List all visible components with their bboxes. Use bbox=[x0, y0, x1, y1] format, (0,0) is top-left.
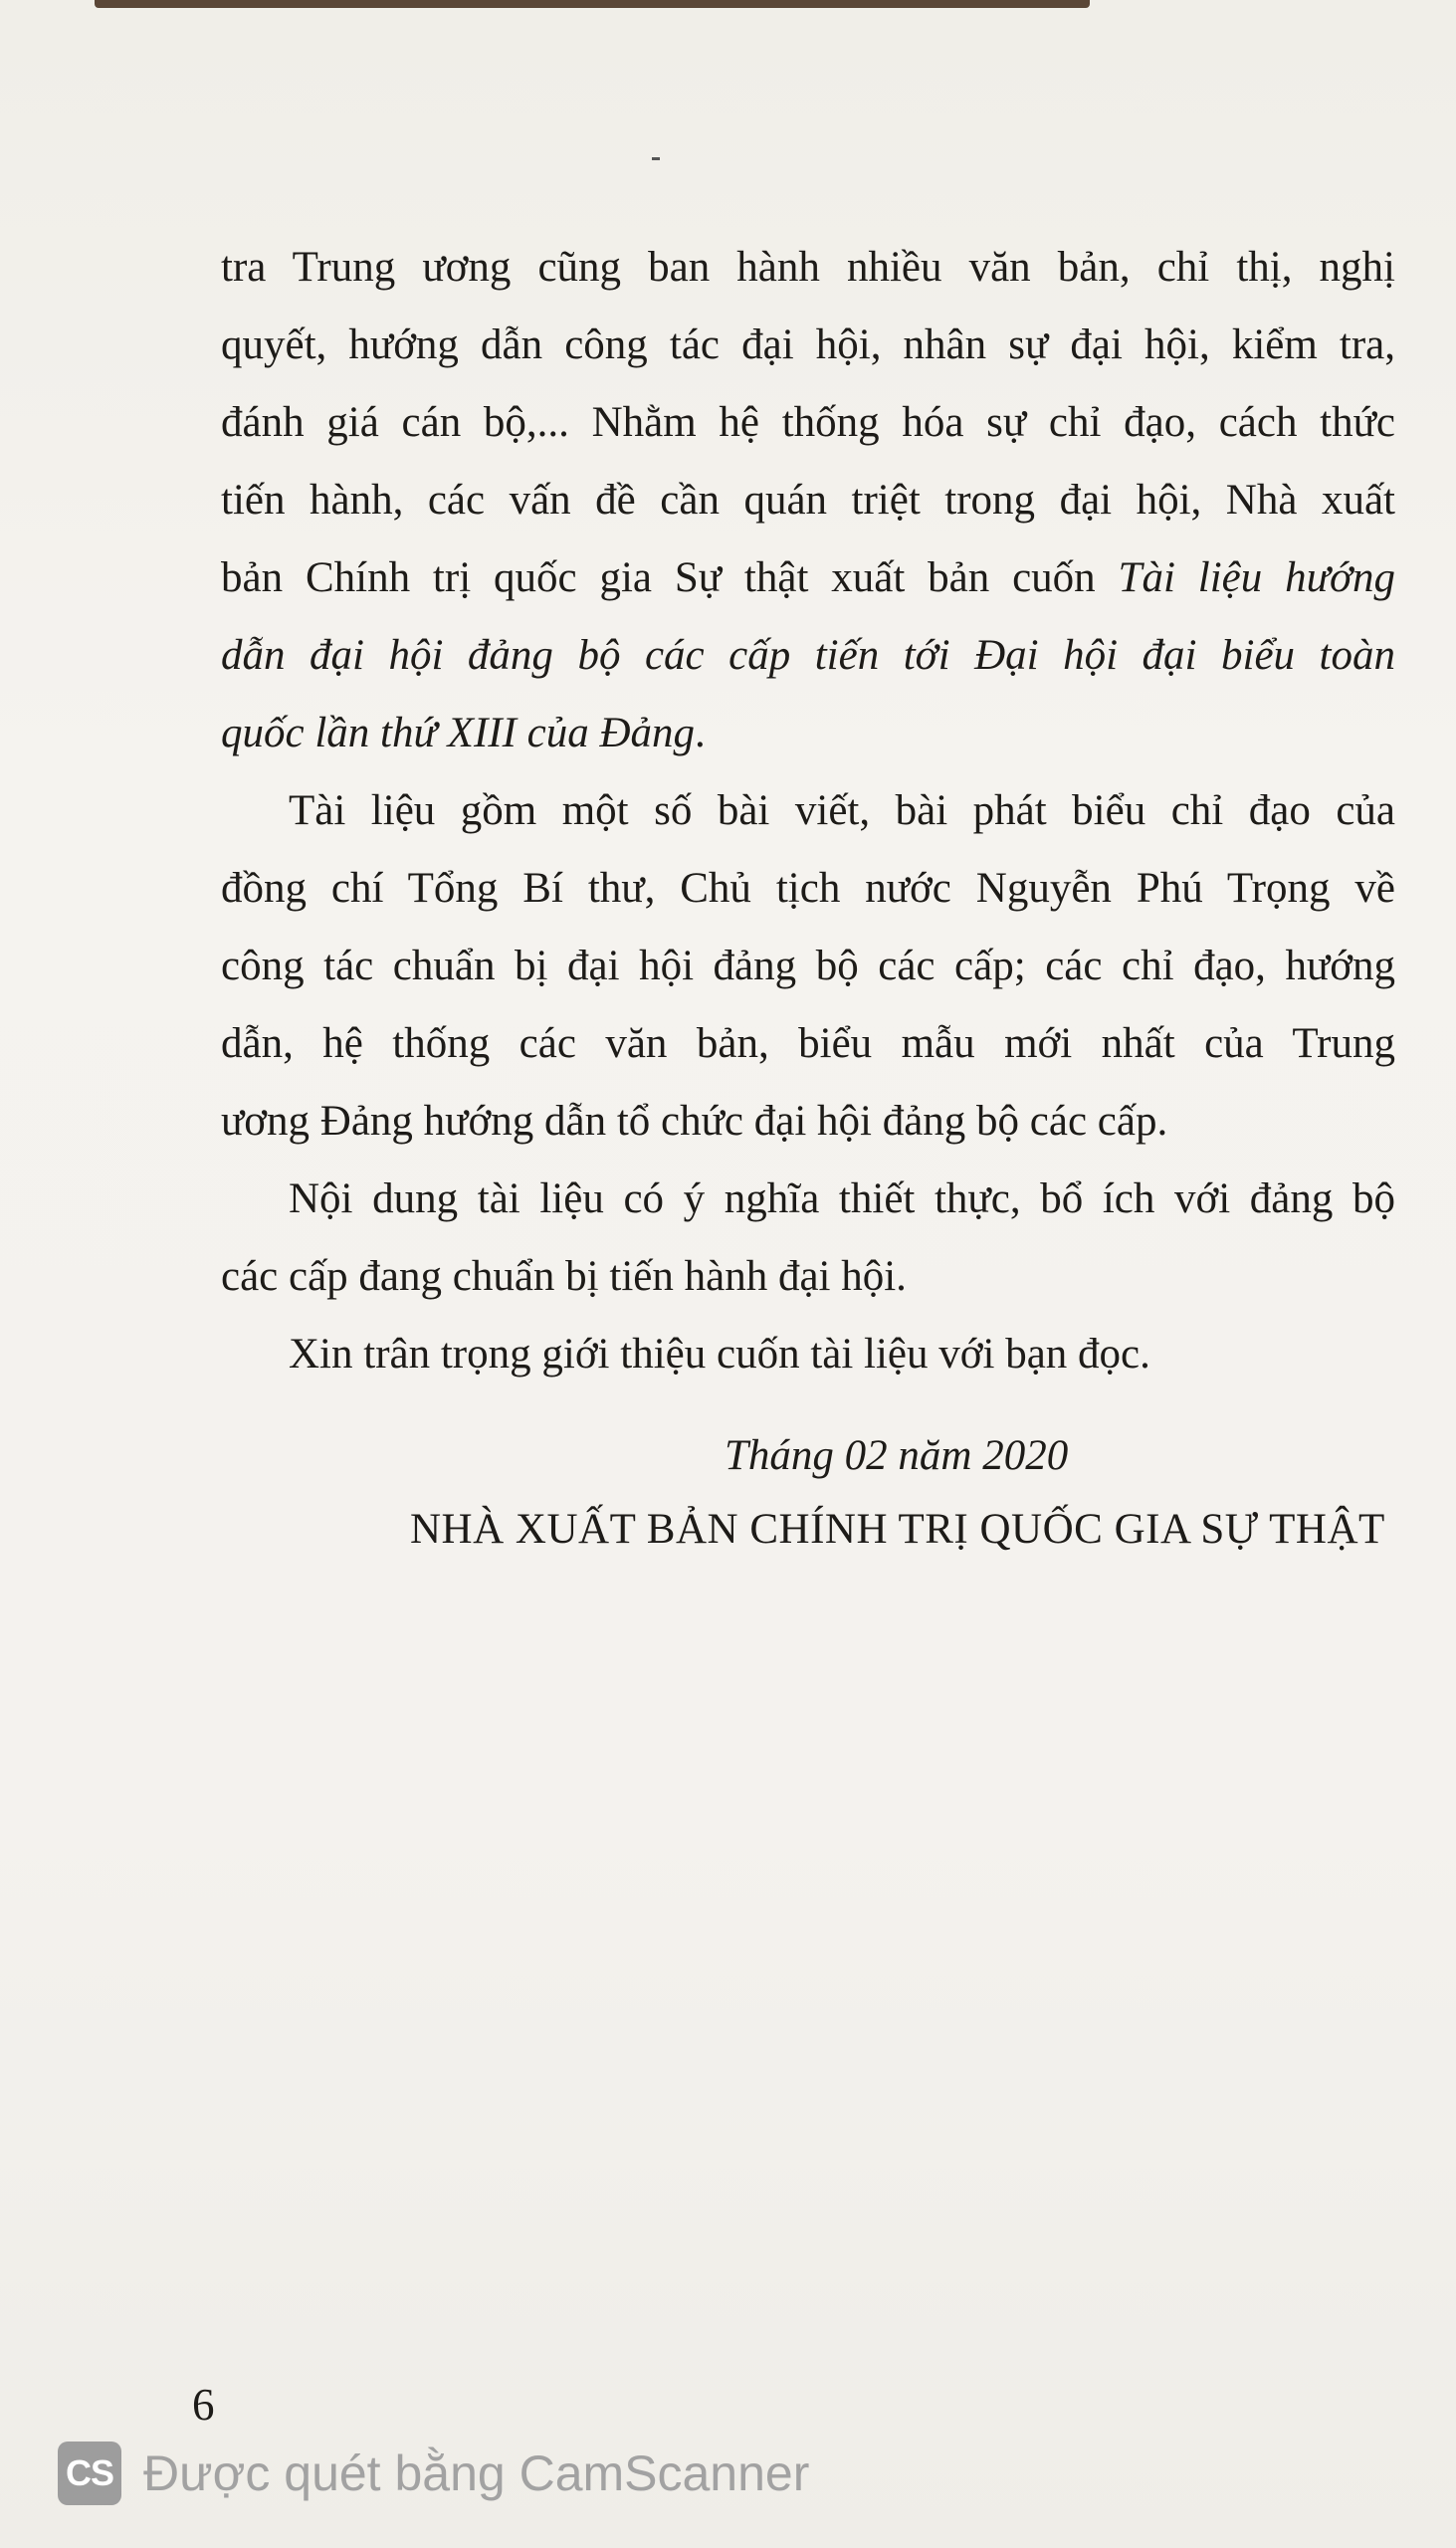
text-line bbox=[221, 695, 1395, 772]
page-number: 6 bbox=[192, 2380, 215, 2430]
text-line: Xin trân trọng giới thiệu cuốn tài liệu với bạn đọc. bbox=[289, 1331, 1150, 1378]
book-title-italic: quốc lần thứ XIII của Đảng bbox=[221, 710, 696, 756]
text-line: ương Đảng hướng dẫn tổ chức đại hội đảng bộ các cấp. bbox=[221, 1098, 1168, 1145]
text-line: tra Trung ương cũng ban hành nhiều văn bản, chỉ thị, nghị bbox=[221, 244, 1395, 291]
book-title-italic: dẫn đại hội đảng bộ các cấp tiến tới Đại hội đại biểu toàn bbox=[221, 632, 1395, 679]
camscanner-watermark bbox=[58, 2441, 809, 2506]
period: . bbox=[695, 710, 706, 756]
text-line: tiến hành, các vấn đề cần quán triệt trong đại hội, Nhà xuất bbox=[221, 477, 1395, 524]
camscanner-logo-icon: CS bbox=[58, 2442, 121, 2505]
publisher-name: NHÀ XUẤT BẢN CHÍNH TRỊ QUỐC GIA SỰ THẬT bbox=[410, 1506, 1385, 1553]
page-top-edge bbox=[95, 0, 1090, 8]
paragraph-1 bbox=[221, 229, 1395, 772]
text-line: đồng chí Tổng Bí thư, Chủ tịch nước Nguyễn Phú Trọng về bbox=[221, 865, 1395, 912]
signature-date: Tháng 02 năm 2020 bbox=[725, 1432, 1069, 1479]
text-line: Nội dung tài liệu có ý nghĩa thiết thực, bổ ích với đảng bộ bbox=[289, 1175, 1395, 1222]
paragraph-3 bbox=[221, 1161, 1395, 1316]
text-line: đánh giá cán bộ,... Nhằm hệ thống hóa sự chỉ đạo, cách thức bbox=[221, 399, 1395, 446]
book-title-italic: Tài liệu hướng bbox=[1118, 554, 1395, 601]
text-line: quyết, hướng dẫn công tác đại hội, nhân sự đại hội, kiểm tra, bbox=[221, 321, 1395, 368]
ink-mark bbox=[652, 157, 660, 160]
text-line: Tài liệu gồm một số bài viết, bài phát biểu chỉ đạo của bbox=[289, 787, 1395, 834]
paragraph-4 bbox=[221, 1316, 1395, 1393]
text-line bbox=[221, 539, 1395, 617]
text-line: dẫn, hệ thống các văn bản, biểu mẫu mới nhất của Trung bbox=[221, 1020, 1395, 1067]
text-line: các cấp đang chuẩn bị tiến hành đại hội. bbox=[221, 1253, 907, 1300]
text-line-plain: bản Chính trị quốc gia Sự thật xuất bản cuốn bbox=[221, 554, 1119, 601]
watermark-text: Được quét bằng CamScanner bbox=[143, 2445, 810, 2501]
body-text bbox=[221, 229, 1395, 1393]
paragraph-2 bbox=[221, 772, 1395, 1161]
text-line: công tác chuẩn bị đại hội đảng bộ các cấp; các chỉ đạo, hướng bbox=[221, 943, 1395, 989]
